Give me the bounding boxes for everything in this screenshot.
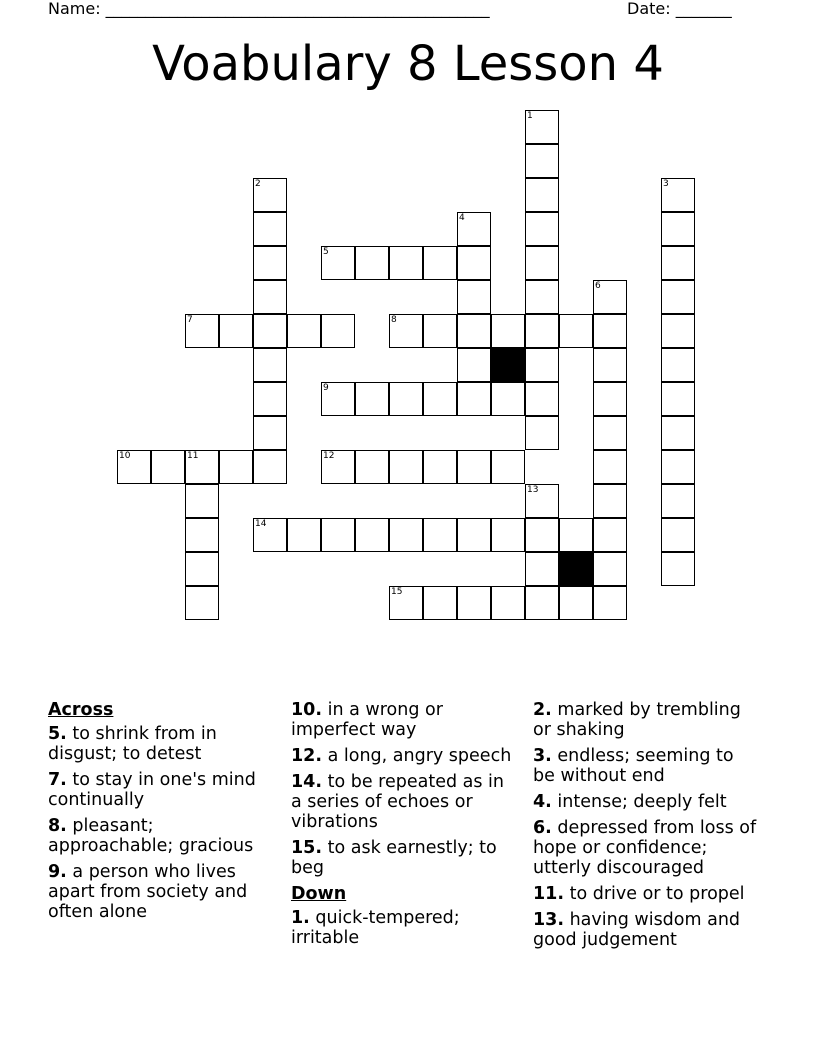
clue-down-6 <box>533 818 761 878</box>
grid-block-cell <box>559 552 593 586</box>
grid-cell[interactable] <box>287 314 321 348</box>
clues-column-3 <box>533 700 761 956</box>
clue-text: to shrink from in disgust; to detest <box>48 724 217 764</box>
clue-down-4 <box>533 792 761 812</box>
grid-cell[interactable] <box>185 314 219 348</box>
grid-cell[interactable] <box>457 518 491 552</box>
grid-cell[interactable] <box>253 246 287 280</box>
grid-cell[interactable] <box>491 382 525 416</box>
grid-cell[interactable] <box>355 246 389 280</box>
grid-cell[interactable] <box>661 348 695 382</box>
grid-cell[interactable] <box>457 450 491 484</box>
grid-cell[interactable] <box>185 518 219 552</box>
grid-cell[interactable] <box>525 280 559 314</box>
cell-number: 2 <box>255 179 261 189</box>
clue-across-12 <box>291 746 519 766</box>
grid-cell[interactable] <box>355 518 389 552</box>
grid-cell[interactable] <box>525 314 559 348</box>
grid-cell[interactable] <box>389 246 423 280</box>
grid-cell[interactable] <box>457 348 491 382</box>
clue-number: 10. <box>291 700 323 720</box>
cell-number: 9 <box>323 383 329 393</box>
grid-cell[interactable] <box>525 144 559 178</box>
clue-down-3 <box>533 746 761 786</box>
cell-number: 7 <box>187 315 193 325</box>
grid-cell[interactable] <box>593 280 627 314</box>
grid-cell[interactable] <box>525 348 559 382</box>
grid-cell[interactable] <box>321 518 355 552</box>
grid-cell[interactable] <box>389 518 423 552</box>
clue-across-7 <box>48 770 276 810</box>
clue-across-9 <box>48 862 276 922</box>
grid-cell[interactable] <box>457 382 491 416</box>
grid-cell[interactable] <box>423 246 457 280</box>
clue-number: 12. <box>291 746 323 766</box>
down-heading: Down <box>291 884 347 904</box>
cell-number: 13 <box>527 485 539 495</box>
clue-text: having wisdom and good judgement <box>533 910 741 950</box>
clue-text: to ask earnestly; to beg <box>291 838 497 878</box>
clue-number: 9. <box>48 862 67 882</box>
clue-number: 2. <box>533 700 552 720</box>
grid-cell[interactable] <box>491 450 525 484</box>
grid-cell[interactable] <box>457 314 491 348</box>
grid-cell[interactable] <box>593 586 627 620</box>
grid-cell[interactable] <box>423 518 457 552</box>
clue-text: to stay in one's mind continually <box>48 770 256 810</box>
grid-cell[interactable] <box>525 586 559 620</box>
grid-cell[interactable] <box>389 382 423 416</box>
clue-number: 15. <box>291 838 323 858</box>
grid-cell[interactable] <box>559 314 593 348</box>
clue-text: a person who lives apart from society and often alone <box>48 862 248 922</box>
cell-number: 14 <box>255 519 267 529</box>
across-heading: Across <box>48 700 114 720</box>
grid-cell[interactable] <box>661 518 695 552</box>
grid-cell[interactable] <box>661 552 695 586</box>
clue-across-14 <box>291 772 519 832</box>
clue-number: 1. <box>291 908 310 928</box>
clue-text: in a wrong or imperfect way <box>291 700 443 740</box>
cell-number: 1 <box>527 111 533 121</box>
grid-cell[interactable] <box>661 246 695 280</box>
grid-cell[interactable] <box>253 450 287 484</box>
grid-cell[interactable] <box>287 518 321 552</box>
grid-cell[interactable] <box>593 484 627 518</box>
grid-cell[interactable] <box>525 178 559 212</box>
grid-cell[interactable] <box>389 450 423 484</box>
grid-cell[interactable] <box>525 518 559 552</box>
clue-number: 13. <box>533 910 565 930</box>
grid-cell[interactable] <box>321 246 355 280</box>
grid-cell[interactable] <box>525 484 559 518</box>
grid-cell[interactable] <box>423 586 457 620</box>
cell-number: 3 <box>663 179 669 189</box>
clues-column-1 <box>48 700 276 928</box>
clue-across-10 <box>291 700 519 740</box>
clue-text: depressed from loss of hope or confidence; utterly discouraged <box>533 818 757 878</box>
grid-cell[interactable] <box>593 416 627 450</box>
clue-text: endless; seeming to be without end <box>533 746 734 786</box>
cell-number: 6 <box>595 281 601 291</box>
grid-cell[interactable] <box>661 382 695 416</box>
grid-cell[interactable] <box>525 246 559 280</box>
grid-cell[interactable] <box>661 314 695 348</box>
grid-cell[interactable] <box>525 212 559 246</box>
clue-number: 14. <box>291 772 323 792</box>
grid-cell[interactable] <box>185 552 219 586</box>
clue-number: 6. <box>533 818 552 838</box>
grid-cell[interactable] <box>253 212 287 246</box>
clue-text: marked by trembling or shaking <box>533 700 741 740</box>
cell-number: 5 <box>323 247 329 257</box>
cell-number: 8 <box>391 315 397 325</box>
clue-down-2 <box>533 700 761 740</box>
clue-text: intense; deeply felt <box>557 792 727 812</box>
cell-number: 12 <box>323 451 335 461</box>
grid-cell[interactable] <box>593 382 627 416</box>
clue-number: 8. <box>48 816 67 836</box>
grid-cell[interactable] <box>457 280 491 314</box>
grid-cell[interactable] <box>661 484 695 518</box>
clue-text: pleasant; approachable; gracious <box>48 816 254 856</box>
grid-cell[interactable] <box>185 450 219 484</box>
grid-cell[interactable] <box>389 586 423 620</box>
grid-cell[interactable] <box>423 450 457 484</box>
clue-number: 7. <box>48 770 67 790</box>
grid-cell[interactable] <box>559 518 593 552</box>
clue-down-11 <box>533 884 761 904</box>
cell-number: 10 <box>119 451 131 461</box>
clues-column-2 <box>291 700 519 954</box>
clue-across-15 <box>291 838 519 878</box>
grid-cell[interactable] <box>253 348 287 382</box>
grid-cell[interactable] <box>423 314 457 348</box>
grid-cell[interactable] <box>253 416 287 450</box>
grid-cell[interactable] <box>593 314 627 348</box>
clue-text: a long, angry speech <box>327 746 512 766</box>
grid-cell[interactable] <box>423 382 457 416</box>
clue-across-8 <box>48 816 276 856</box>
grid-cell[interactable] <box>321 382 355 416</box>
clue-across-5 <box>48 724 276 764</box>
grid-cell[interactable] <box>253 178 287 212</box>
grid-cell[interactable] <box>219 314 253 348</box>
grid-cell[interactable] <box>491 586 525 620</box>
grid-cell[interactable] <box>559 586 593 620</box>
grid-cell[interactable] <box>525 416 559 450</box>
grid-cell[interactable] <box>321 450 355 484</box>
grid-cell[interactable] <box>661 450 695 484</box>
name-field-line: Name: ________________________________________________ <box>48 0 490 18</box>
cell-number: 4 <box>459 213 465 223</box>
date-field-line: Date: _______ <box>627 0 732 18</box>
grid-cell[interactable] <box>491 314 525 348</box>
clue-down-1 <box>291 908 519 948</box>
grid-cell[interactable] <box>355 450 389 484</box>
page-title: Voabulary 8 Lesson 4 <box>152 36 664 92</box>
grid-cell[interactable] <box>219 450 253 484</box>
grid-cell[interactable] <box>593 450 627 484</box>
clue-number: 4. <box>533 792 552 812</box>
grid-cell[interactable] <box>253 518 287 552</box>
grid-cell[interactable] <box>457 246 491 280</box>
grid-block-cell <box>491 348 525 382</box>
cell-number: 11 <box>187 451 199 461</box>
grid-cell[interactable] <box>253 280 287 314</box>
grid-cell[interactable] <box>457 586 491 620</box>
clue-number: 5. <box>48 724 67 744</box>
grid-cell[interactable] <box>525 110 559 144</box>
clue-text: quick-tempered; irritable <box>291 908 460 948</box>
grid-cell[interactable] <box>185 586 219 620</box>
grid-cell[interactable] <box>661 416 695 450</box>
clue-down-13 <box>533 910 761 950</box>
grid-cell[interactable] <box>457 212 491 246</box>
grid-cell[interactable] <box>593 518 627 552</box>
cell-number: 15 <box>391 587 403 597</box>
grid-cell[interactable] <box>355 382 389 416</box>
grid-cell[interactable] <box>151 450 185 484</box>
clue-number: 3. <box>533 746 552 766</box>
grid-cell[interactable] <box>185 484 219 518</box>
grid-cell[interactable] <box>321 314 355 348</box>
grid-cell[interactable] <box>491 518 525 552</box>
grid-cell[interactable] <box>253 382 287 416</box>
grid-cell[interactable] <box>117 450 151 484</box>
grid-cell[interactable] <box>661 178 695 212</box>
grid-cell[interactable] <box>525 382 559 416</box>
clue-text: to drive or to propel <box>569 884 745 904</box>
grid-cell[interactable] <box>389 314 423 348</box>
grid-cell[interactable] <box>593 552 627 586</box>
grid-cell[interactable] <box>661 212 695 246</box>
grid-cell[interactable] <box>593 348 627 382</box>
grid-cell[interactable] <box>525 552 559 586</box>
grid-cell[interactable] <box>253 314 287 348</box>
clue-number: 11. <box>533 884 565 904</box>
clue-text: to be repeated as in a series of echoes or vibrations <box>291 772 504 832</box>
grid-cell[interactable] <box>661 280 695 314</box>
